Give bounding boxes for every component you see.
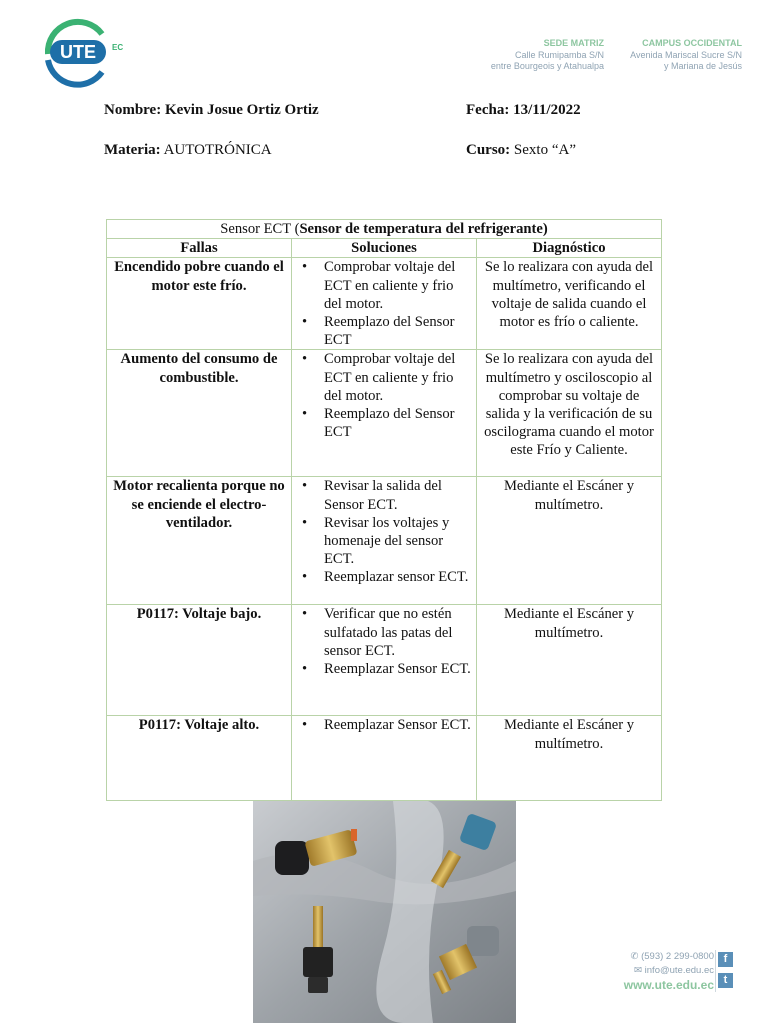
campus-title: CAMPUS OCCIDENTAL (642, 38, 742, 48)
soluciones-cell (292, 716, 477, 801)
soluciones-cell (292, 258, 477, 350)
web-link[interactable]: www.ute.edu.ec (623, 978, 714, 992)
campus-occidental (612, 38, 742, 73)
ute-logo (38, 16, 128, 90)
materia-value: AUTOTRÓNICA (163, 142, 272, 158)
falla-cell: Encendido pobre cuando el motor este frío. (107, 258, 292, 350)
nombre-field (104, 102, 319, 119)
table-header-row (107, 239, 662, 258)
table-row (107, 258, 662, 350)
logo-text: UTE (60, 42, 96, 62)
fecha-value: 13/11/2022 (513, 102, 581, 118)
falla-cell: Motor recalienta porque no se enciende el electro-ventilador. (107, 477, 292, 605)
sede-title: SEDE MATRIZ (543, 38, 604, 48)
materia-label: Materia: (104, 142, 161, 158)
table-title-row (107, 220, 662, 239)
diagnostico-cell: Se lo realizara con ayuda del multímetro, verificando el voltaje de salida cuando el motor es frío o caliente. (477, 258, 662, 350)
table-row (107, 477, 662, 605)
soluciones-cell (292, 350, 477, 477)
campus-line2: y Mariana de Jesús (663, 61, 742, 71)
solucion-item: • Comprobar voltaje del ECT en caliente y frio del motor. (324, 350, 472, 405)
nombre-label: Nombre: (104, 102, 162, 118)
twitter-icon[interactable]: t (718, 973, 733, 988)
phone-text: ✆ (593) 2 299-0800 (630, 951, 714, 962)
table-row (107, 605, 662, 716)
campus-line1: Avenida Mariscal Sucre S/N (630, 49, 742, 60)
table-row (107, 350, 662, 477)
social-links (718, 952, 734, 994)
solucion-item: • Revisar los voltajes y homenaje del sensor ECT. (324, 514, 472, 569)
footer-contact (596, 950, 714, 992)
diagnostico-cell: Mediante el Escáner y multímetro. (477, 716, 662, 801)
ect-sensors-photo (253, 801, 516, 1023)
solucion-item: • Reemplazo del Sensor ECT (324, 313, 472, 349)
curso-label: Curso: (466, 142, 511, 158)
falla-cell: P0117: Voltaje alto. (107, 716, 292, 801)
fecha-label: Fecha: (466, 102, 510, 118)
solucion-item: • Verificar que no estén sulfatado las patas del sensor ECT. (324, 605, 472, 660)
ect-fault-table (106, 219, 662, 801)
sede-line2: entre Bourgeois y Atahualpa (490, 61, 604, 71)
solucion-item: • Reemplazar Sensor ECT. (324, 716, 472, 734)
falla-cell: P0117: Voltaje bajo. (107, 605, 292, 716)
diagnostico-cell: Mediante el Escáner y multímetro. (477, 605, 662, 716)
solucion-item: • Reemplazar Sensor ECT. (324, 660, 472, 678)
solucion-item: • Reemplazo del Sensor ECT (324, 405, 472, 441)
header-soluciones: Soluciones (292, 239, 477, 258)
sede-matriz (470, 38, 604, 73)
curso-value: Sexto “A” (513, 142, 576, 158)
nombre-value: Kevin Josue Ortiz Ortiz (164, 102, 319, 118)
fecha-field (466, 102, 581, 119)
diagnostico-cell: Mediante el Escáner y multímetro. (477, 477, 662, 605)
phone-icon: ✆ (630, 951, 642, 962)
mail-icon: ✉ (634, 965, 645, 976)
solucion-item: • Revisar la salida del Sensor ECT. (324, 477, 472, 513)
table-row (107, 716, 662, 801)
footer-divider (715, 950, 716, 992)
soluciones-cell (292, 605, 477, 716)
materia-field (104, 142, 272, 159)
solucion-item: • Reemplazar sensor ECT. (324, 568, 472, 586)
facebook-icon[interactable]: f (718, 952, 733, 967)
logo-suffix: EC (112, 43, 124, 52)
curso-field (466, 142, 576, 159)
header-diagnostico: Diagnóstico (477, 239, 662, 258)
email-text: ✉ info@ute.edu.ec (634, 965, 714, 976)
sede-line1: Calle Rumipamba S/N (514, 49, 604, 60)
header-fallas: Fallas (107, 239, 292, 258)
table-title: Sensor ECT (Sensor de temperatura del refrigerante) (107, 220, 662, 239)
solucion-item: • Comprobar voltaje del ECT en caliente y frio del motor. (324, 258, 472, 313)
diagnostico-cell: Se lo realizara con ayuda del multímetro y osciloscopio al comprobar su voltaje de salida y la verificación de su oscilograma cuando el motor este Frío y Caliente. (477, 350, 662, 477)
soluciones-cell (292, 477, 477, 605)
falla-cell: Aumento del consumo de combustible. (107, 350, 292, 477)
